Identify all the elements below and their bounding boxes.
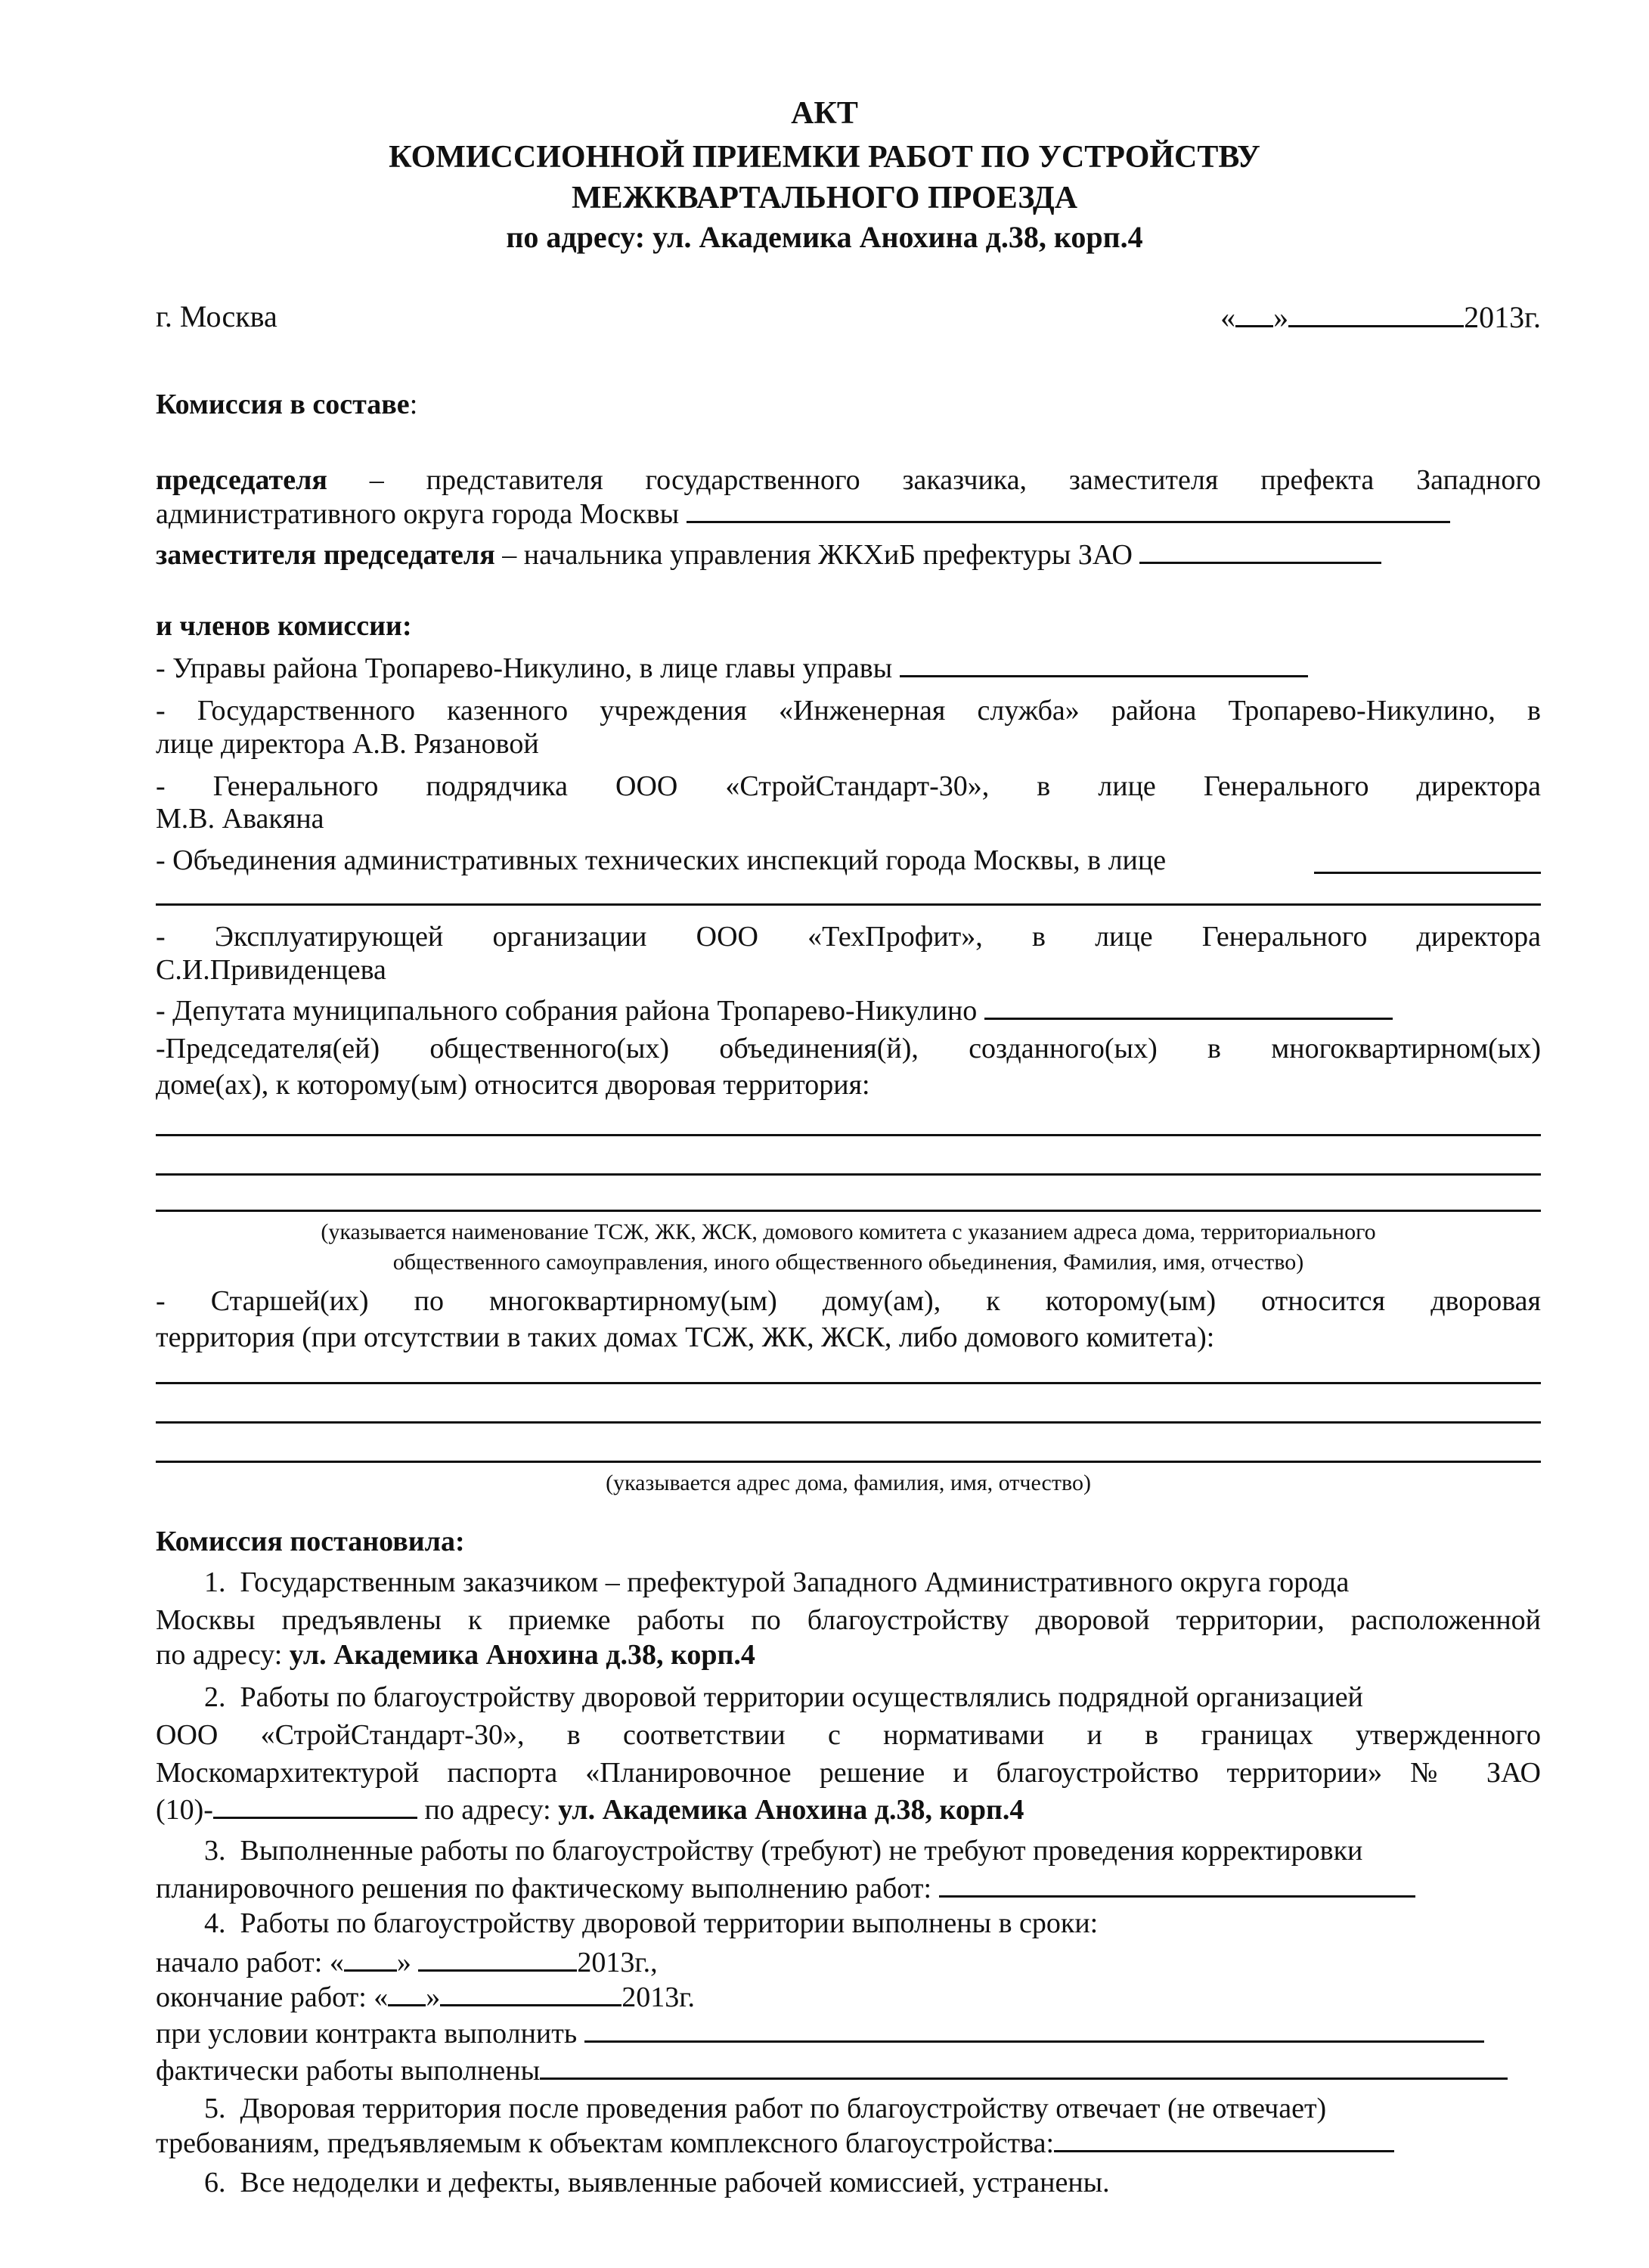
item-5-blank[interactable] [1054, 2124, 1394, 2152]
senior-blank-3[interactable] [156, 1461, 1541, 1463]
end-month-blank[interactable] [440, 1978, 621, 2006]
member-deputy-blank[interactable] [984, 992, 1393, 1020]
chair-text: – представителя государственного заказчика, заместителя префекта Западного [327, 464, 1541, 496]
item-3-line-1 [204, 1833, 1541, 1868]
senior-blank-2[interactable] [156, 1421, 1541, 1424]
item-1-address: ул. Академика Анохина д.38, корп.4 [289, 1639, 755, 1671]
item-3-blank[interactable] [939, 1870, 1415, 1898]
vice-chair-label: заместителя председателя [156, 539, 495, 571]
end-label: окончание работ: « [156, 1981, 389, 2013]
item-1-line-2: Москвы предъявлены к приемке работы по благоустройству дворовой территории, расположенной [156, 1604, 1541, 1636]
day-blank[interactable] [1235, 299, 1273, 327]
item-2-number: 2. [204, 1681, 226, 1713]
start-month-blank[interactable] [418, 1944, 577, 1972]
members-heading: и членов комиссии: [156, 610, 412, 642]
chair-name-blank[interactable] [687, 495, 1450, 523]
item-5-line-2 [156, 2124, 1541, 2159]
member-operator-line-2: С.И.Привиденцева [156, 954, 386, 986]
chair-line-2 [156, 495, 1541, 530]
vice-chair-line [156, 536, 1541, 571]
member-gku-line-1: - Государственного казенного учреждения «Инженерная служба» района Тропарево-Никулино, в [156, 695, 1541, 727]
member-uprava-text: - Управы района Тропарево-Никулино, в лице главы управы [156, 652, 900, 684]
item-6-number: 6. [204, 2167, 226, 2198]
title-line-1: АКТ [791, 96, 858, 131]
date-field [1220, 299, 1541, 335]
item-3-number: 3. [204, 1835, 226, 1867]
member-oati [156, 843, 1541, 878]
month-blank[interactable] [1288, 299, 1464, 327]
date-year: 2013г. [1464, 300, 1541, 334]
title-line-3: МЕЖКВАРТАЛЬНОГО ПРОЕЗДА [571, 181, 1078, 215]
city-line [156, 299, 1541, 334]
vice-chair-text: – начальника управления ЖКХиБ префектуры ЗАО [494, 539, 1140, 571]
passport-prefix: (10)- [156, 1794, 213, 1826]
actual-label: фактически работы выполнены [156, 2055, 541, 2087]
member-oati-blank[interactable] [1314, 846, 1541, 874]
city: г. Москва [156, 299, 277, 333]
member-senior-line-1: - Старшей(их) по многоквартирному(ым) дому(ам), к которому(ым) относится дворовая [156, 1285, 1541, 1317]
association-blank-2[interactable] [156, 1173, 1541, 1176]
colon: : [409, 389, 418, 420]
actual-line [156, 2052, 1541, 2087]
item-2-line-1 [204, 1680, 1541, 1715]
title-line-2: КОМИССИОННОЙ ПРИЕМКИ РАБОТ ПО УСТРОЙСТВУ [389, 140, 1260, 175]
actual-blank[interactable] [540, 2052, 1508, 2080]
member-operator-line-1: - Эксплуатирующей организации ООО «ТехПрофит», в лице Генерального директора [156, 921, 1541, 953]
member-uprava-blank[interactable] [900, 649, 1308, 677]
association-note-1: (указывается наименование ТСЖ, ЖК, ЖСК, домового комитета с указанием адреса дома, территориального [321, 1219, 1376, 1244]
date-open-quote: « [1220, 300, 1236, 334]
end-year: 2013г. [621, 1981, 696, 2013]
item-1-text: Государственным заказчиком – префектурой Западного Административного округа города [240, 1566, 1350, 1598]
item-2-line-2: ООО «СтройСтандарт-30», в соответствии с нормативами и в границах утвержденного [156, 1719, 1541, 1751]
start-day-blank[interactable] [344, 1944, 397, 1972]
senior-blank-1[interactable] [156, 1382, 1541, 1384]
item-1-line-1 [204, 1565, 1541, 1600]
member-association-line-2: доме(ах), к которому(ым) относится дворовая территория: [156, 1069, 870, 1101]
item-5-line-1 [204, 2091, 1541, 2126]
date-close-quote: » [1273, 300, 1289, 334]
title-address: по адресу: ул. Академика Анохина д.38, корп.4 [506, 220, 1143, 254]
association-note-2: общественного самоуправления, иного общественного обьединения, Фамилия, имя, отчество) [392, 1250, 1304, 1275]
item-1-line-3 [156, 1637, 1541, 1672]
commission-heading [156, 387, 1541, 422]
resolution-heading: Комиссия постановила: [156, 1526, 465, 1557]
item-5-number: 5. [204, 2093, 226, 2124]
item-2-address: ул. Академика Анохина д.38, корп.4 [558, 1794, 1024, 1826]
item-1-number: 1. [204, 1566, 226, 1598]
member-association-line-1: -Председателя(ей) общественного(ых) объединения(й), созданного(ых) в многоквартирном(ых) [156, 1033, 1541, 1064]
member-contractor-line-1: - Генерального подрядчика ООО «СтройСтандарт-30», в лице Генерального директора [156, 770, 1541, 802]
contract-line [156, 2015, 1541, 2050]
item-2-address-label: по адресу: [417, 1794, 559, 1826]
item-2-text: Работы по благоустройству дворовой территории осуществлялись подрядной организацией [240, 1681, 1363, 1713]
contract-blank[interactable] [584, 2015, 1484, 2043]
chair-text-2: административного округа города Москвы [156, 498, 687, 530]
item-3-text-2: планировочного решения по фактическому выполнению работ: [156, 1873, 939, 1904]
end-day-blank[interactable] [388, 1978, 426, 2006]
vice-chair-blank[interactable] [1139, 536, 1381, 564]
chair-label: председателя [156, 464, 327, 496]
member-uprava [156, 649, 1541, 684]
item-2-line-3: Москомархитектурой паспорта «Планировочное решение и благоустройство территории» № ЗАО [156, 1757, 1541, 1789]
member-senior-line-2: территория (при отсутствии в таких домах ТСЖ, ЖК, ЖСК, либо домового комитета): [156, 1321, 1215, 1353]
senior-note: (указывается адрес дома, фамилия, имя, отчество) [606, 1470, 1091, 1495]
start-date-line [156, 1944, 1541, 1978]
item-3-line-2 [156, 1870, 1541, 1904]
item-4-number: 4. [204, 1907, 226, 1939]
member-deputy [156, 992, 1541, 1027]
item-4-text: Работы по благоустройству дворовой территории выполнены в сроки: [240, 1907, 1099, 1939]
chair-line-1 [156, 463, 1541, 497]
member-oati-blank-line[interactable] [156, 903, 1541, 906]
item-5-text-2: требованиям, предъявляемым к объектам комплексного благоустройства: [156, 2127, 1055, 2159]
item-6-line-1 [204, 2165, 1541, 2200]
end-date-line [156, 1978, 1541, 2013]
member-oati-text: - Объединения административных технических инспекций города Москвы, в лице [156, 844, 1167, 876]
start-label: начало работ: « [156, 1947, 344, 1978]
member-contractor-line-2: М.В. Авакяна [156, 803, 324, 835]
member-deputy-text: - Депутата муниципального собрания района Тропарево-Никулино [156, 995, 984, 1027]
item-1-address-label: по адресу: [156, 1639, 290, 1671]
association-blank-3[interactable] [156, 1210, 1541, 1212]
passport-number-blank[interactable] [213, 1791, 417, 1819]
contract-label: при условии контракта выполнить [156, 2018, 584, 2050]
item-2-line-4 [156, 1791, 1541, 1826]
item-3-text: Выполненные работы по благоустройству (требуют) не требуют проведения корректировки [240, 1835, 1363, 1867]
end-close-quote: » [426, 1981, 441, 2013]
member-gku-line-2: лице директора А.В. Рязановой [156, 728, 539, 760]
item-5-text: Дворовая территория после проведения работ по благоустройству отвечает (не отвечает) [240, 2093, 1327, 2124]
commission-heading-text: Комиссия в составе [156, 389, 410, 420]
start-close-quote: » [396, 1947, 419, 1978]
association-blank-1[interactable] [156, 1134, 1541, 1136]
item-4-line-1 [204, 1906, 1541, 1941]
start-year: 2013г., [577, 1947, 658, 1978]
item-6-text: Все недоделки и дефекты, выявленные рабочей комиссией, устранены. [240, 2167, 1110, 2198]
